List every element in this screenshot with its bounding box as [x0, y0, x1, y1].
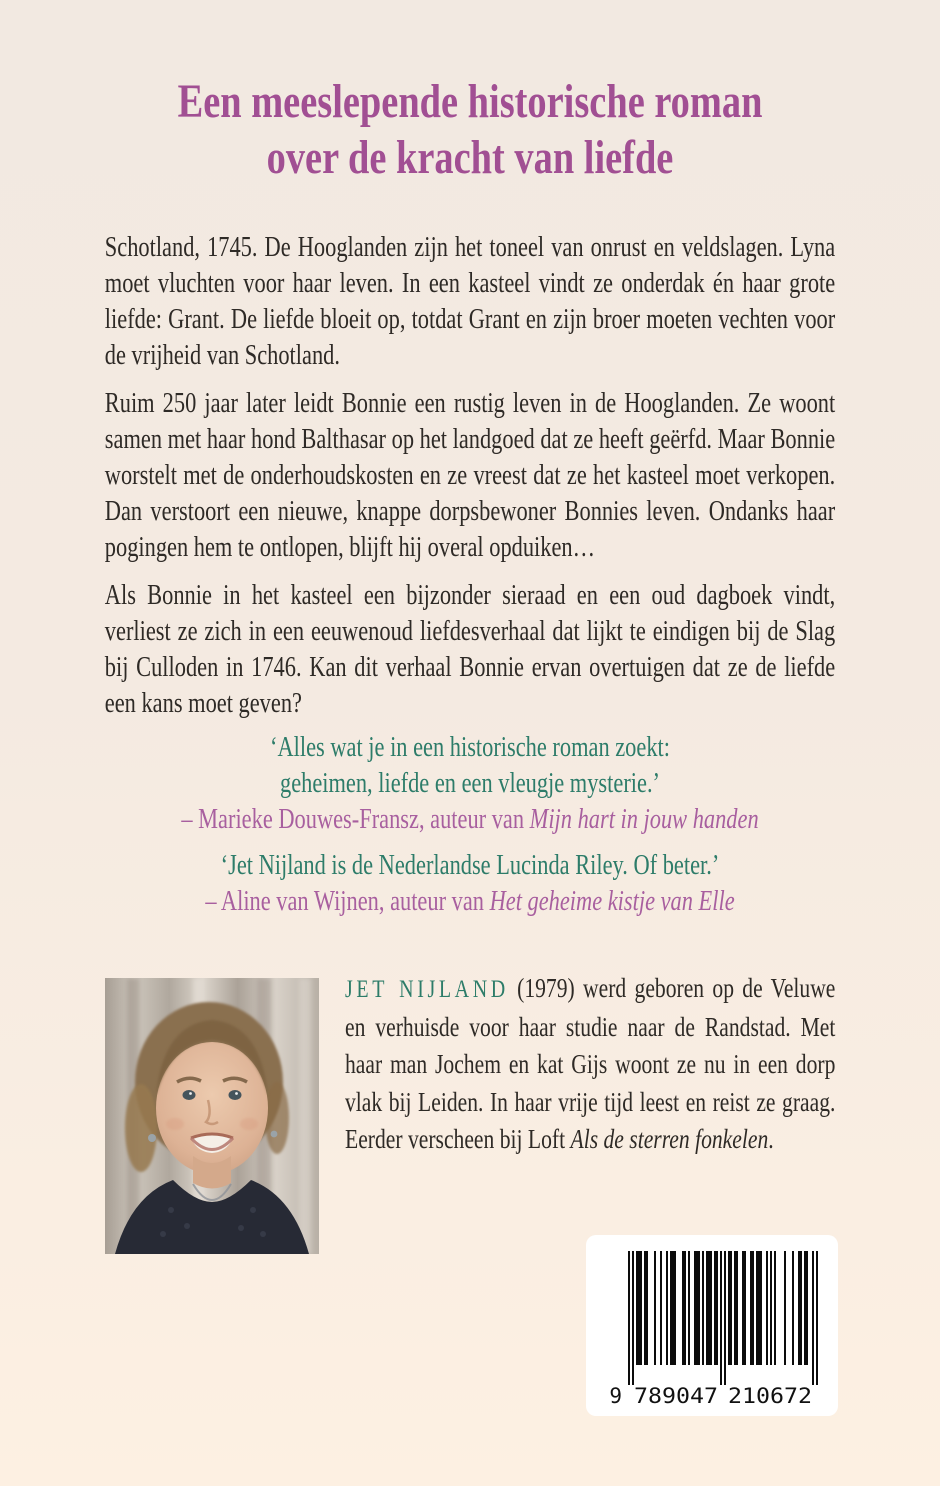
- quote-2-attribution-book-title: Het geheime kistje van Elle: [489, 886, 735, 917]
- barcode-svg: [600, 1249, 824, 1409]
- synopsis-paragraph-1: Schotland, 1745. De Hooglanden zijn het toneel van onrust en veldslagen. Lyna moet vluchten voor haar leven. In een kasteel vindt ze onderdak én haar grote liefde: Grant. De liefde bloeit op, totdat Grant en zijn broer moeten vechten voor de vrijheid van Schotland.: [104, 232, 836, 371]
- quote-1-line-1: ‘Alles wat je in een historische roman zoekt:: [270, 732, 670, 763]
- bio-text-after-title: .: [768, 1124, 774, 1154]
- headline: [0, 74, 940, 186]
- review-quote-1: [0, 730, 940, 838]
- bio-text-before-title: (1979) werd geboren op de Veluwe en verhuisde voor haar studie naar de Randstad. Met haar man Jochem en kat Gijs woont ze nu in een dorp vlak bij Leiden. In haar vrije tijd leest en reist ze graag. Eerder verscheen bij Loft: [345, 973, 836, 1154]
- quote-2-attribution-text: – Aline van Wijnen, auteur van: [205, 886, 490, 917]
- barcode-digits-right: 210672: [728, 1384, 812, 1408]
- author-name: JET NIJLAND: [345, 976, 509, 1003]
- barcode-digit-lead: 9: [609, 1384, 622, 1408]
- headline-line-1: Een meeslepende historische roman: [177, 75, 763, 128]
- quote-1-line-2: geheimen, liefde en een vleugje mysterie.’: [279, 768, 660, 799]
- text-column: [0, 74, 940, 930]
- quote-1-attribution: [0, 802, 940, 838]
- barcode-bars: [628, 1251, 818, 1385]
- quote-1-attribution-text: – Marieke Douwes-Fransz, auteur van: [181, 804, 530, 835]
- author-bio: [345, 970, 835, 1159]
- quote-2-line-1: ‘Jet Nijland is de Nederlandse Lucinda Riley. Of beter.’: [220, 850, 720, 881]
- review-quote-2: [0, 848, 940, 920]
- bio-book-title: Als de sterren fonkelen: [570, 1124, 769, 1154]
- quote-1-attribution-book-title: Mijn hart in jouw handen: [529, 804, 759, 835]
- synopsis-paragraph-2: Ruim 250 jaar later leidt Bonnie een rustig leven in de Hooglanden. Ze woont samen met haar hond Balthasar op het landgoed dat ze heeft geërfd. Maar Bonnie worstelt met de onderhoudskosten en ze vreest dat ze het kasteel moet verkopen. Dan verstoort een nieuwe, knappe dorpsbewoner Bonnies leven. Ondanks haar pogingen hem te ontlopen, blijft hij overal opduiken…: [104, 388, 836, 563]
- barcode-digits-left: 789047: [634, 1384, 718, 1408]
- quote-2-attribution: [0, 884, 940, 920]
- barcode-panel: [586, 1235, 838, 1416]
- author-photo: [105, 978, 319, 1254]
- headline-line-2: over de kracht van liefde: [266, 131, 674, 184]
- synopsis-paragraph-3: Als Bonnie in het kasteel een bijzonder sieraad en een oud dagboek vindt, verliest ze zich in een eeuwenoud liefdesverhaal dat lijkt te eindigen bij de Slag bij Culloden in 1746. Kan dit verhaal Bonnie ervan overtuigen dat ze de liefde een kans moet geven?: [104, 580, 836, 719]
